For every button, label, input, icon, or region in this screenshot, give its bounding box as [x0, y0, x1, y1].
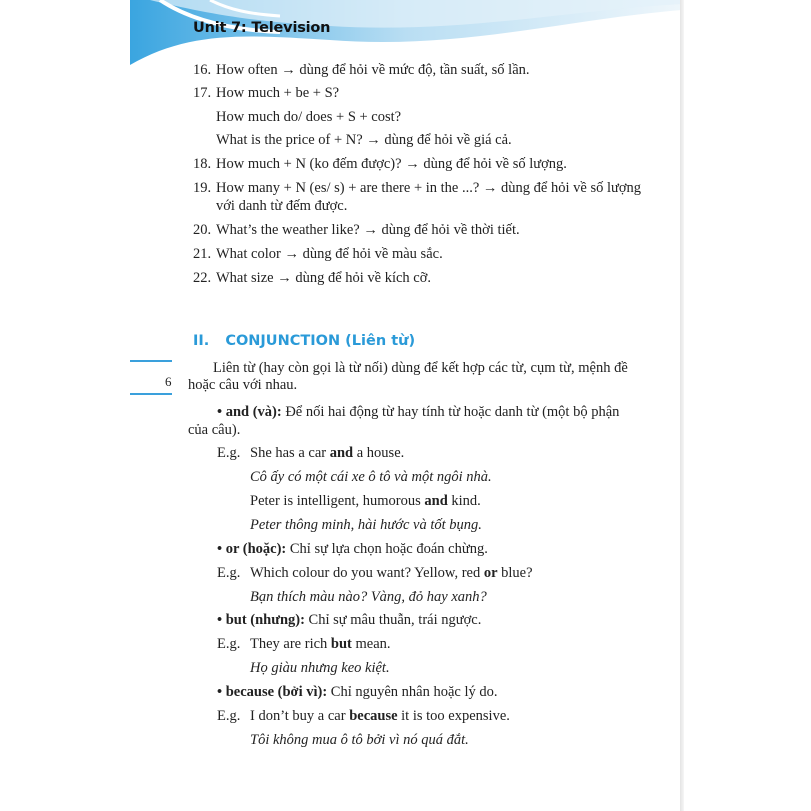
page-number-rule-bottom — [130, 393, 172, 395]
text-segment: blue? — [497, 565, 533, 581]
list-item-line — [216, 84, 339, 102]
page-number: 6 — [165, 374, 172, 389]
example-line — [250, 468, 492, 486]
conjunction-definition — [217, 403, 619, 421]
example-label: E.g. — [217, 636, 241, 652]
page-number-rule-top — [130, 360, 172, 362]
section-numeral: II. — [193, 333, 210, 349]
paragraph-line — [213, 359, 628, 377]
text-segment: a house. — [353, 445, 405, 461]
example-line — [217, 635, 391, 653]
example-line — [250, 659, 390, 677]
text-segment: What is the price of + N? → dùng để hỏi về giá cả. — [216, 132, 512, 148]
example-line — [217, 444, 405, 462]
text-segment: How often → dùng để hỏi về mức độ, tần suất, số lần. — [216, 62, 530, 78]
text-segment: and — [329, 445, 354, 461]
unit-title: Unit 7: Television — [193, 20, 331, 36]
section-heading — [193, 333, 415, 349]
list-item-line — [216, 245, 443, 263]
text-segment: Cô ấy có một cái xe ô tô và một ngôi nhà. — [250, 469, 492, 485]
text-segment: but — [330, 636, 352, 652]
text-segment: Chỉ sự lựa chọn hoặc đoán chừng. — [286, 541, 488, 557]
text-segment: I don’t buy a car — [250, 708, 350, 724]
text-segment: it is too expensive. — [397, 708, 510, 724]
text-segment: Bạn thích màu nào? Vàng, đỏ hay xanh? — [250, 589, 487, 605]
list-item-line — [216, 221, 520, 239]
text-segment: Peter is intelligent, humorous — [250, 493, 425, 509]
text-segment: and — [424, 493, 448, 509]
item-number: 18. — [193, 156, 212, 172]
example-label: E.g. — [217, 565, 241, 581]
text-segment: Họ giàu nhưng keo kiệt. — [250, 660, 390, 676]
text-segment: • but (nhưng): — [217, 612, 305, 628]
list-item-line — [216, 61, 530, 79]
text-segment: hoặc câu với nhau. — [188, 377, 298, 393]
list-item-line — [216, 269, 431, 287]
text-segment: What size → dùng để hỏi về kích cỡ. — [216, 270, 432, 286]
example-line — [250, 492, 481, 510]
item-number: 21. — [193, 246, 212, 262]
example-line — [250, 516, 482, 534]
conjunction-definition — [217, 611, 481, 629]
list-item-line — [216, 179, 641, 197]
text-segment: What’s the weather like? → dùng để hỏi về thời tiết. — [216, 222, 520, 238]
item-number: 16. — [193, 62, 212, 78]
text-segment: kind. — [447, 493, 481, 509]
text-segment: Để nối hai động từ hay tính từ hoặc danh từ (một bộ phận — [281, 404, 620, 420]
item-number: 20. — [193, 222, 212, 238]
text-segment: Tôi không mua ô tô bởi vì nó quá đắt. — [250, 732, 469, 748]
item-number: 22. — [193, 270, 212, 286]
text-segment: với danh từ đếm được. — [216, 198, 348, 214]
header-wave-decoration — [130, 0, 682, 110]
text-segment: because — [349, 708, 398, 724]
text-segment: They are rich — [250, 636, 331, 652]
conjunction-definition — [217, 683, 498, 701]
section-title: CONJUNCTION (Liên từ) — [225, 333, 416, 349]
text-segment: How much do/ does + S + cost? — [216, 109, 402, 125]
example-line — [250, 731, 469, 749]
text-segment: Chỉ nguyên nhân hoặc lý do. — [327, 684, 498, 700]
list-item-line — [216, 155, 567, 173]
example-label: E.g. — [217, 445, 241, 461]
text-segment: Liên từ (hay còn gọi là từ nối) dùng để kết hợp các từ, cụm từ, mệnh đề — [213, 360, 628, 376]
text-segment: How much + be + S? — [216, 85, 340, 101]
text-segment: or — [483, 565, 498, 581]
text-segment: Which colour do you want? Yellow, red — [250, 565, 484, 581]
item-number: 17. — [193, 85, 212, 101]
conjunction-definition — [217, 540, 488, 558]
text-segment: • because (bởi vì): — [217, 684, 328, 700]
item-number: 19. — [193, 180, 212, 196]
text-segment: • and (và): — [217, 404, 282, 420]
text-segment: How many + N (es/ s) + are there + in the ...? → dùng để hỏi về số lượng — [216, 180, 642, 196]
list-item-line — [216, 131, 512, 149]
text-segment: What color → dùng để hỏi về màu sắc. — [216, 246, 443, 262]
document-page — [130, 0, 682, 811]
example-line — [217, 707, 510, 725]
paragraph-line — [188, 376, 297, 394]
list-item-line — [216, 197, 347, 215]
text-segment: How much + N (ko đếm được)? → dùng để hỏi về số lượng. — [216, 156, 567, 172]
text-segment: She has a car — [250, 445, 330, 461]
text-segment: • or (hoặc): — [217, 541, 287, 557]
example-label: E.g. — [217, 708, 241, 724]
text-segment: Chỉ sự mâu thuẫn, trái ngược. — [304, 612, 482, 628]
example-line — [217, 564, 533, 582]
text-segment: mean. — [351, 636, 391, 652]
paragraph-line — [188, 421, 240, 439]
example-line — [250, 588, 487, 606]
text-segment: của câu). — [188, 422, 241, 438]
page-edge — [680, 0, 684, 811]
list-item-line — [216, 108, 401, 126]
text-segment: Peter thông minh, hài hước và tốt bụng. — [250, 517, 482, 533]
